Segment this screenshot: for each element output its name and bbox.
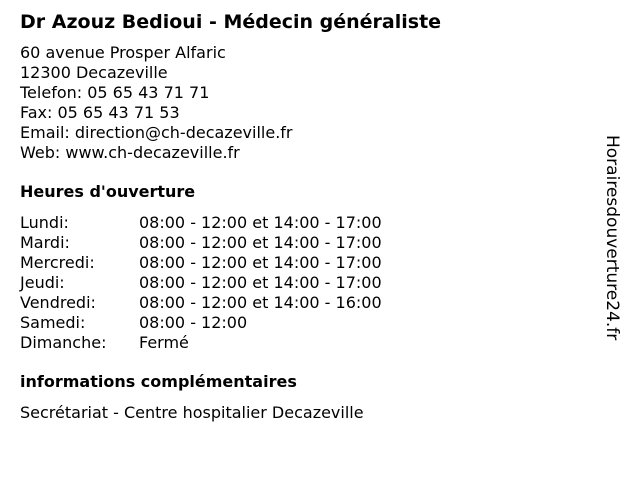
hours-row bbox=[20, 273, 600, 293]
extra-info-text: Secrétariat - Centre hospitalier Decazeville bbox=[20, 403, 364, 422]
fax-line: Fax: 05 65 43 71 53 bbox=[20, 103, 180, 122]
hours-row bbox=[20, 253, 600, 273]
hours-time: 08:00 - 12:00 et 14:00 - 17:00 bbox=[139, 233, 382, 252]
extra-info-heading: informations complémentaires bbox=[20, 372, 297, 391]
email-line: Email: direction@ch-decazeville.fr bbox=[20, 123, 293, 142]
hours-time: 08:00 - 12:00 et 14:00 - 17:00 bbox=[139, 273, 382, 292]
hours-day: Mercredi: bbox=[20, 253, 95, 272]
address-street: 60 avenue Prosper Alfaric bbox=[20, 43, 226, 62]
site-watermark: Horairesdouverture24.fr bbox=[602, 135, 622, 341]
hours-row bbox=[20, 293, 600, 313]
hours-time: 08:00 - 12:00 et 14:00 - 17:00 bbox=[139, 213, 382, 232]
hours-row bbox=[20, 233, 600, 253]
hours-row bbox=[20, 333, 600, 353]
hours-day: Vendredi: bbox=[20, 293, 96, 312]
phone-line: Telefon: 05 65 43 71 71 bbox=[20, 83, 210, 102]
hours-day: Mardi: bbox=[20, 233, 70, 252]
hours-day: Lundi: bbox=[20, 213, 69, 232]
hours-table bbox=[20, 213, 600, 353]
hours-heading: Heures d'ouverture bbox=[20, 182, 196, 201]
hours-time: 08:00 - 12:00 et 14:00 - 17:00 bbox=[139, 253, 382, 272]
doctor-card bbox=[20, 10, 600, 423]
hours-row bbox=[20, 313, 600, 333]
page-title: Dr Azouz Bedioui - Médecin généraliste bbox=[20, 11, 442, 33]
address-city: 12300 Decazeville bbox=[20, 63, 168, 82]
hours-time: 08:00 - 12:00 et 14:00 - 16:00 bbox=[139, 293, 382, 312]
hours-day: Samedi: bbox=[20, 313, 86, 332]
hours-time: 08:00 - 12:00 bbox=[139, 313, 248, 332]
hours-day: Jeudi: bbox=[20, 273, 65, 292]
address-block bbox=[20, 43, 600, 163]
hours-row bbox=[20, 213, 600, 233]
hours-time: Fermé bbox=[139, 333, 189, 352]
web-line: Web: www.ch-decazeville.fr bbox=[20, 143, 240, 162]
hours-day: Dimanche: bbox=[20, 333, 107, 352]
